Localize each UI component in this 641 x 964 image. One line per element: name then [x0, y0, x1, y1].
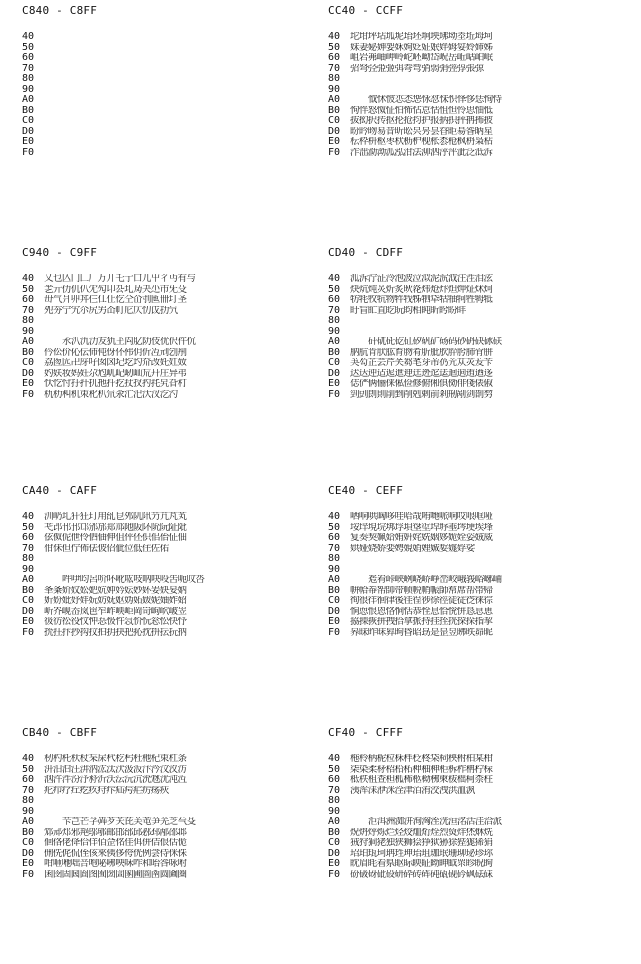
row-glyphs: 抁抂抃抄抅抆抇抈抉把抋抌抍抎抏抐: [44, 627, 187, 638]
row-glyphs: 吽吚呁呂吤吥吪吰吱吶吷吺吿呃呅呇: [62, 575, 205, 585]
row-glyphs: 泎泏泐泑泒泓泔法泖泗泘泙泚泛泜泝: [350, 147, 493, 158]
code-range-section: [328, 484, 628, 638]
row-label: 60: [328, 774, 341, 785]
section-title: C840 - C8FF: [22, 4, 98, 17]
code-row: [328, 838, 628, 849]
row-glyphs: 朹朸朻机朿朼朳氘汆汒汜汏汊汔汋: [44, 389, 178, 400]
code-row: [328, 369, 628, 380]
code-row: [22, 74, 322, 85]
code-row: [22, 348, 322, 359]
code-row: [22, 796, 322, 807]
row-glyphs: 恦恧恨恩恪恫恬恭恮息恰恱恲恳恴恵: [350, 606, 493, 617]
code-row: [328, 148, 628, 159]
code-row: [22, 754, 322, 765]
code-row: [22, 390, 322, 401]
row-label: 50: [22, 283, 35, 295]
row-label: A0: [328, 94, 341, 105]
code-row: [328, 796, 628, 807]
row-glyphs: 邥邧邩邪邫邬邭邮邯邰邱邲邳邴邵邶: [44, 827, 187, 838]
code-row: [22, 523, 322, 534]
code-row: [328, 358, 628, 369]
code-row: [328, 295, 628, 306]
row-glyphs: 柒染柔柕柖柗柘柙柚柛柜柝柞柟柠柡: [350, 764, 493, 775]
row-glyphs: 坨坩坪坫坬坭坮坯坰坱坲坳坴坵坶坷: [350, 32, 493, 42]
row-label: C0: [328, 595, 341, 606]
row-label: C0: [22, 837, 35, 848]
row-label: 50: [328, 41, 341, 53]
row-label: 90: [328, 325, 341, 337]
row-glyphs: 夆夈妎妏妐妑妔妕妗妘妙妚妛妜妟妠: [44, 585, 187, 596]
code-row: [22, 628, 322, 639]
row-glyphs: 佄佅但佇佈佉佊佋佌位低住佐佑: [44, 543, 169, 554]
code-row: [328, 85, 628, 96]
row-glyphs: 柂柃柄柅柆柇柈柉柊柋柌柍柎柏某柑: [350, 754, 493, 764]
row-label: B0: [22, 826, 35, 838]
code-row: [328, 106, 628, 117]
row-label: 50: [22, 763, 35, 775]
code-row: [328, 116, 628, 127]
code-row: [22, 775, 322, 786]
row-glyphs: 炔炕炖炗炘炙炚炛炜炝炞炟炠炡炢炣: [350, 284, 493, 295]
row-label: 80: [22, 553, 35, 564]
row-label: D0: [328, 847, 341, 859]
code-row: [328, 523, 628, 534]
row-glyphs: 岓岕岘岙岚岜岝岞岟岠岡岢岣岤岥岦: [44, 606, 187, 617]
code-rows: [22, 274, 322, 400]
row-label: C0: [22, 357, 35, 368]
row-label: 90: [22, 805, 35, 817]
code-row: [22, 586, 322, 597]
row-label: 50: [328, 283, 341, 295]
row-label: D0: [22, 605, 35, 617]
row-label: 90: [328, 83, 341, 95]
row-label: B0: [328, 346, 341, 358]
row-glyphs: 仱伀价伈伝伂伅伢伓伄仴伒冱刓刉刐: [44, 347, 187, 358]
row-label: B0: [22, 104, 35, 116]
code-row: [328, 512, 628, 523]
code-row: [22, 828, 322, 839]
row-glyphs: 囷囹固囻囼图囿圀圁圂圃圄圅圆圇圈: [44, 869, 187, 880]
code-row: [22, 95, 322, 106]
row-label: A0: [22, 336, 35, 347]
code-row: [328, 95, 628, 106]
row-glyphs: 汹汻汼汾汿沀沂沃沄沅沆沇沊沋沌沍: [44, 775, 187, 785]
code-row: [328, 274, 628, 285]
section-title: CB40 - CBFF: [22, 726, 98, 739]
code-row: [328, 754, 628, 765]
row-label: 80: [22, 315, 35, 326]
code-row: [328, 807, 628, 818]
row-label: 60: [328, 294, 341, 305]
row-label: 60: [22, 52, 35, 63]
code-row: [328, 316, 628, 327]
row-glyphs: 峞峟峠峡峢峣峤峥峦峧峨峩峪峫峬: [368, 575, 502, 585]
row-label: E0: [22, 136, 35, 147]
row-label: 40: [328, 753, 341, 764]
code-range-section: [22, 4, 322, 158]
code-row: [328, 533, 628, 544]
code-row: [22, 53, 322, 64]
row-glyphs: 俧俨俩俪俫俬俭修俯俰俱俲俳俴俵俶: [350, 379, 493, 389]
code-row: [22, 765, 322, 776]
row-label: F0: [22, 388, 35, 400]
code-range-section: [22, 726, 322, 880]
row-label: D0: [328, 605, 341, 617]
code-row: [22, 544, 322, 555]
row-glyphs: 劦匢匟卍厊吇囡囟圮圪圴夼妀奼妅奻: [44, 358, 187, 368]
code-row: [22, 285, 322, 296]
code-row: [328, 586, 628, 597]
code-row: [22, 148, 322, 159]
row-label: 40: [328, 511, 341, 522]
code-row: [22, 838, 322, 849]
code-row: [328, 348, 628, 359]
code-row: [22, 137, 322, 148]
row-label: 40: [328, 273, 341, 284]
row-label: 40: [22, 31, 35, 42]
code-row: [22, 64, 322, 75]
code-row: [22, 617, 322, 628]
code-row: [22, 859, 322, 870]
code-row: [22, 379, 322, 390]
row-label: B0: [22, 346, 35, 358]
row-glyphs: 忕忔忖扜扞扤扡扦扢扙扠扚扥旯旮朾: [44, 379, 187, 389]
code-row: [22, 596, 322, 607]
row-glyphs: 帡帢帣帤帥带帧帨帩帪師帬席帮帯帰: [350, 585, 493, 596]
row-glyphs: 彶彷彸役忟忡忢忣忤忥忦忨忩忪快忬: [44, 617, 187, 627]
row-label: 80: [328, 315, 341, 326]
row-label: B0: [328, 104, 341, 116]
code-rows: [22, 512, 322, 638]
row-glyphs: 怐怑怒怓怔怕怖怗怘怙怚怛怜思怞怟: [350, 105, 493, 116]
code-row: [328, 327, 628, 338]
code-row: [22, 554, 322, 565]
row-label: D0: [22, 367, 35, 379]
row-label: 80: [328, 795, 341, 806]
row-label: 90: [328, 805, 341, 817]
code-row: [22, 106, 322, 117]
code-row: [328, 596, 628, 607]
row-label: 90: [22, 563, 35, 575]
row-glyphs: 抜抝択抟抠抡抢抣护报抦抧抨抩抪披: [350, 116, 493, 126]
row-label: 60: [22, 532, 35, 543]
row-label: 80: [328, 553, 341, 564]
code-row: [328, 870, 628, 881]
code-range-section: [22, 484, 322, 638]
row-label: 60: [22, 774, 35, 785]
row-label: 50: [22, 41, 35, 53]
row-label: A0: [22, 94, 35, 105]
row-glyphs: 汧汨汩汪汫汭汯汰汱汲汳汴汵汶汷汸: [44, 764, 187, 775]
row-glyphs: 妺妻妼妽妿姀姁姂姃姄姅姆姇姈姉姊: [350, 42, 493, 53]
row-glyphs: 哂哃哄哅哆哇哈哉哊哋哌响哎哏哐哑: [350, 512, 493, 522]
code-row: [22, 607, 322, 618]
row-label: 70: [22, 542, 35, 554]
row-glyphs: 昦昧昨昩昪昫昬昭昮是昰昱昲昳昴昵: [350, 627, 493, 638]
row-label: F0: [328, 388, 341, 400]
row-label: 70: [328, 304, 341, 316]
code-row: [328, 137, 628, 148]
code-range-section: [328, 4, 628, 158]
code-rows: [328, 32, 628, 158]
row-label: C0: [22, 115, 35, 126]
row-label: 40: [22, 753, 35, 764]
row-label: D0: [22, 125, 35, 137]
row-glyphs: 怴怵怶怷怸怹怺怼怽怾怿恀恁恂恃: [368, 95, 502, 105]
code-row: [22, 512, 322, 523]
row-glyphs: 咁咂咃咄咅咆咇咈咉咊咋和咍咎咏咐: [44, 859, 187, 869]
row-label: 90: [22, 83, 35, 95]
row-label: 50: [328, 763, 341, 775]
row-glyphs: 垵垶垷垸垹垺垻垼垽垾垿埀埁埂埃埄: [350, 522, 493, 533]
row-glyphs: 氶汃氿氻犮犰玊禸肊阞伎优伬仵伔: [62, 337, 196, 347]
row-glyphs: 徇很徉徊律後徍徎徏徐徑徒従徔徕徖: [350, 596, 493, 606]
section-title: CE40 - CEFF: [328, 484, 404, 497]
row-glyphs: 芅邔邗邘邙邠邡邞邟阤阪阫阭阮阯阰: [44, 522, 187, 533]
code-range-section: [328, 726, 628, 880]
row-label: 90: [328, 563, 341, 575]
code-row: [328, 306, 628, 317]
row-glyphs: 眈眉眊看県眍眎眏眐眑眒眓眔眕眖眗: [350, 859, 493, 869]
code-row: [328, 285, 628, 296]
row-glyphs: 娂娅娆娇娈娉娊娋娌娍娎娏娐娑: [350, 543, 475, 554]
code-row: [22, 43, 322, 54]
code-row: [22, 337, 322, 348]
row-label: 70: [328, 62, 341, 74]
code-row: [328, 775, 628, 786]
row-label: F0: [22, 146, 35, 158]
row-glyphs: 迖迗迚迠迡迣迧迬迯迱迲迴迵迶迺迻: [350, 368, 493, 379]
row-label: A0: [22, 574, 35, 585]
row-glyphs: 疕疖疗疘疙疚疛疜疝疞疟疠疡疢: [44, 785, 169, 796]
code-row: [328, 817, 628, 828]
row-glyphs: 弨弩弪弫弬弭弮弯弰弱弲弳弴張弶: [350, 63, 484, 74]
code-row: [22, 358, 322, 369]
row-glyphs: 泒泝泞泟泠泡波泣泤泥泦泧注泩泪泫: [350, 274, 493, 284]
row-glyphs: 肭肮肯肰肱育肳肴肵肶肷肸肹肺肻肼: [350, 347, 493, 358]
section-title: C940 - C9FF: [22, 246, 98, 259]
code-row: [22, 306, 322, 317]
section-title: CD40 - CDFF: [328, 246, 404, 259]
code-row: [328, 554, 628, 565]
row-label: B0: [328, 584, 341, 596]
code-row: [328, 765, 628, 776]
section-title: CF40 - CFFF: [328, 726, 404, 739]
row-glyphs: 柢柣柤查柦柧柨柩柪柫柬柭柮柯柰柱: [350, 775, 493, 785]
row-label: D0: [22, 847, 35, 859]
row-glyphs: 剄剅剆則剈剉削剋剌前剎剏剐剑剒剓: [350, 389, 493, 400]
row-glyphs: 芵芶芷芸芹芺芻芼芽芾芿苀苁苂苃苄: [350, 358, 493, 368]
row-label: 70: [328, 542, 341, 554]
code-row: [22, 870, 322, 881]
row-label: E0: [22, 858, 35, 869]
code-row: [22, 786, 322, 797]
row-glyphs: 佪佫佬佭佮佯佰佱佲佳佴併佶佷佸佹: [44, 838, 187, 848]
row-label: A0: [22, 816, 35, 827]
code-row: [328, 849, 628, 860]
code-row: [22, 817, 322, 828]
row-label: 60: [328, 532, 341, 543]
code-row: [328, 628, 628, 639]
row-glyphs: 狨狩狪狫独狭狮狯狰狱狲狳狴狵狶狷: [350, 838, 493, 848]
code-row: [328, 617, 628, 628]
code-row: [328, 607, 628, 618]
row-label: C0: [328, 357, 341, 368]
row-glyphs: 杒杓杔杕杖杗杘杙杚杛杜杝杞束杠条: [44, 754, 187, 764]
row-glyphs: 拹拺拻拼拽拾拿挀持挂挃挄挅挆指挈: [350, 617, 493, 627]
row-label: C0: [328, 837, 341, 848]
row-glyphs: 侀侁侂侃侄侅來侇侈侉侊例侌侍侎侏: [44, 848, 187, 859]
code-row: [22, 116, 322, 127]
row-label: F0: [22, 868, 35, 880]
row-label: 70: [22, 784, 35, 796]
code-rows: [22, 754, 322, 880]
section-title: CC40 - CCFF: [328, 4, 404, 17]
code-row: [328, 64, 628, 75]
row-label: 90: [22, 325, 35, 337]
row-label: D0: [328, 125, 341, 137]
row-glyphs: 昐昑昒易昔昕昖昗昘昙昚昛昜昝昞星: [350, 126, 493, 137]
row-glyphs: 炾炿烀烁烂烃烄烅烆烇烈烉烊烋烌烍: [350, 827, 493, 838]
row-label: 40: [22, 273, 35, 284]
row-glyphs: 洟洠洡洢洣洤津洦洧洨洩洪洫洬: [350, 785, 475, 796]
row-label: B0: [22, 584, 35, 596]
row-label: 50: [22, 521, 35, 533]
code-row: [328, 544, 628, 555]
code-row: [22, 565, 322, 576]
row-glyphs: 洰洱洲洳洴洵洶洷洸洹洺活洼洽派: [368, 817, 502, 827]
row-label: 50: [328, 521, 341, 533]
code-row: [22, 849, 322, 860]
code-row: [328, 565, 628, 576]
row-glyphs: 乂乜兦冂匚厂万丌乇亍口兀屮彳丏有与: [44, 274, 196, 284]
row-label: C0: [328, 115, 341, 126]
row-glyphs: 复奏契姵姶姷姸姹姺姻姼姽姾姿娀威: [350, 533, 493, 543]
row-glyphs: 夗夯宁宄尒尻屴屳帄庀庂忉戉扐氕: [44, 305, 178, 316]
row-glyphs: 妡妢妣妤妦妧妨妩妪妫妬妭妮妯妰妱: [44, 596, 187, 606]
code-row: [328, 575, 628, 586]
code-rows: [22, 32, 322, 158]
row-label: C0: [22, 595, 35, 606]
row-glyphs: 乯亓仂仉仈冘勼卬厹圠夃夬尐巿旡殳: [44, 284, 187, 295]
code-range-section: [22, 246, 322, 400]
row-label: A0: [328, 574, 341, 585]
row-label: D0: [328, 367, 341, 379]
row-glyphs: 盱盲盳直盵盶盷相盹盺盻盼盽: [350, 305, 466, 316]
row-glyphs: 汌屷圠犴狂玎甪乨皀邜阢阠芀芁芃芄: [44, 512, 187, 522]
row-label: E0: [328, 136, 341, 147]
code-row: [328, 43, 628, 54]
row-glyphs: 砏砐砑砒砓研砕砖砗砘砙砚砛砜砝砞: [350, 869, 493, 880]
code-row: [328, 53, 628, 64]
row-label: F0: [328, 626, 341, 638]
row-label: F0: [328, 146, 341, 158]
row-glyphs: 枟枠枡枢枣枤枥枦枧枨枩枪枫枬枭枮: [350, 137, 493, 147]
row-label: 60: [22, 294, 35, 305]
code-row: [328, 127, 628, 138]
code-row: [22, 316, 322, 327]
code-rows: [328, 754, 628, 880]
code-row: [328, 786, 628, 797]
row-label: E0: [328, 378, 341, 389]
row-glyphs: 岨岩岪岫岬岭岮岯岰岱岲岳岴岵岶岷: [350, 53, 493, 63]
row-glyphs: 玿珀珁珂珃珄珅珆珇珈珉珊珋珌珍珎: [350, 848, 493, 859]
row-label: A0: [328, 336, 341, 347]
code-row: [328, 74, 628, 85]
code-row: [22, 127, 322, 138]
row-glyphs: 妁妋妆妈妊尕尥屼屺屻屾巟幵庄异弚: [44, 368, 187, 379]
row-label: 70: [328, 784, 341, 796]
row-glyphs: 毌气爿丱丼仨仜仩仡仝仚刌匜卌圢圣: [44, 295, 187, 305]
code-row: [22, 327, 322, 338]
code-row: [22, 274, 322, 285]
row-label: F0: [328, 868, 341, 880]
code-row: [328, 859, 628, 870]
code-row: [328, 32, 628, 43]
code-row: [328, 379, 628, 390]
code-row: [22, 85, 322, 96]
row-glyphs: 矸矹矺矻矼矽矾矿砀码砂砃砄砅砆: [368, 337, 502, 347]
row-label: 40: [22, 511, 35, 522]
code-row: [22, 575, 322, 586]
row-glyphs: 芐芑芒芓芔芕芖芘芙芚芛芜芝芞芟: [62, 817, 196, 827]
row-label: E0: [328, 858, 341, 869]
row-glyphs: 牥牦牧牨物牪牫牬牭牮牯牰牱牲牳牴: [350, 295, 493, 305]
section-title: CA40 - CAFF: [22, 484, 98, 497]
row-label: E0: [22, 616, 35, 627]
row-label: 80: [22, 795, 35, 806]
code-row: [328, 390, 628, 401]
row-label: 80: [22, 73, 35, 84]
row-label: E0: [328, 616, 341, 627]
row-label: E0: [22, 378, 35, 389]
row-label: F0: [22, 626, 35, 638]
code-row: [22, 533, 322, 544]
code-row: [328, 337, 628, 348]
row-label: 60: [328, 52, 341, 63]
row-label: A0: [328, 816, 341, 827]
code-row: [22, 807, 322, 818]
row-label: 70: [22, 304, 35, 316]
row-label: B0: [328, 826, 341, 838]
code-row: [22, 32, 322, 43]
code-rows: [328, 512, 628, 638]
code-row: [22, 369, 322, 380]
row-label: 80: [328, 73, 341, 84]
code-rows: [328, 274, 628, 400]
code-row: [328, 828, 628, 839]
row-label: 40: [328, 31, 341, 42]
code-row: [22, 295, 322, 306]
row-label: 70: [22, 62, 35, 74]
row-glyphs: 伭伮伲伳伶伵伷伸伹伻伾伿佀佁佂佃: [44, 533, 187, 543]
code-range-section: [328, 246, 628, 400]
